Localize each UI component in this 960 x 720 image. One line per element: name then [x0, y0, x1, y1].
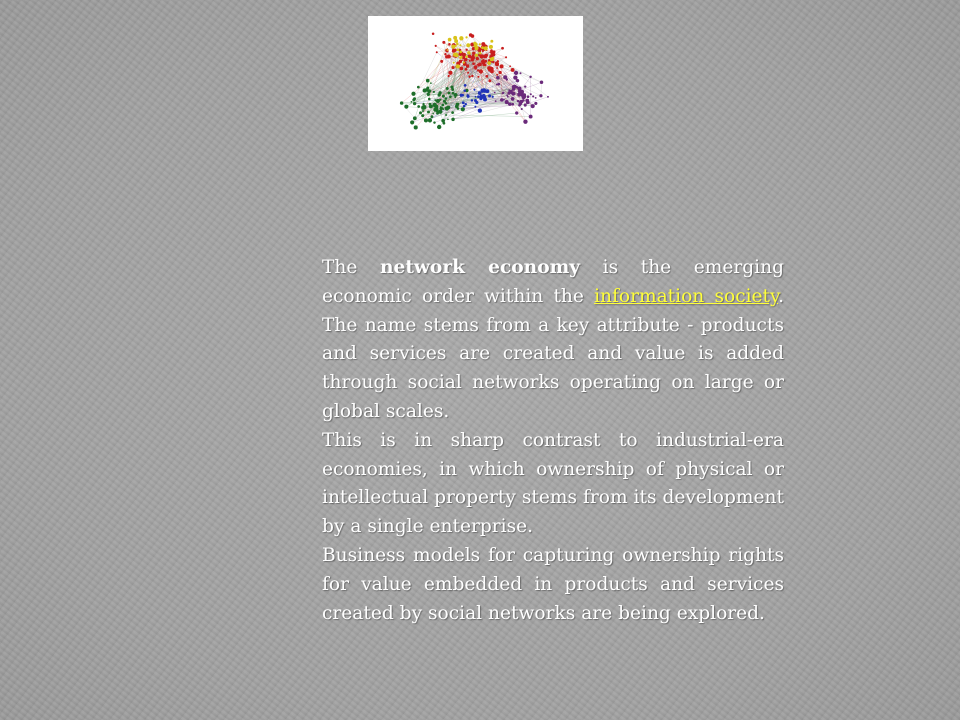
graph-node: [457, 48, 460, 51]
graph-node: [529, 115, 533, 119]
graph-node: [423, 89, 427, 93]
graph-node: [505, 100, 509, 104]
graph-node: [515, 111, 518, 114]
graph-node: [492, 96, 494, 98]
graph-node: [459, 67, 463, 71]
graph-node: [453, 53, 457, 57]
graph-node: [517, 92, 521, 96]
graph-node: [474, 99, 477, 102]
graph-node: [495, 100, 497, 102]
graph-node: [461, 107, 465, 111]
graph-node: [472, 62, 475, 65]
graph-node: [489, 45, 493, 49]
graph-node: [442, 95, 445, 98]
graph-node: [429, 103, 432, 106]
graph-node: [414, 125, 418, 129]
graph-node: [473, 89, 475, 91]
graph-node: [524, 85, 526, 87]
graph-node: [476, 57, 478, 59]
graph-node: [462, 101, 465, 104]
graph-node: [511, 68, 515, 72]
graph-node: [445, 114, 447, 116]
graph-node: [451, 45, 455, 49]
graph-node: [465, 36, 467, 38]
graph-node: [413, 102, 416, 105]
graph-node: [511, 97, 515, 101]
graph-node: [427, 110, 430, 113]
graph-node: [526, 100, 530, 104]
graph-node: [490, 40, 493, 43]
graph-node: [472, 55, 475, 58]
graph-node: [511, 103, 514, 106]
graph-node: [495, 62, 499, 66]
graph-node: [479, 52, 482, 55]
graph-node: [466, 43, 470, 47]
graph-node: [485, 89, 489, 93]
graph-node: [449, 95, 452, 98]
graph-node: [447, 118, 449, 120]
graph-node: [512, 87, 515, 90]
graph-node: [436, 51, 438, 53]
graph-node: [497, 83, 500, 86]
graph-node: [413, 116, 417, 120]
graph-node: [467, 72, 469, 74]
graph-node: [540, 81, 544, 85]
paragraph-industrial-contrast: [322, 427, 784, 542]
graph-node: [532, 95, 534, 97]
graph-edge: [541, 82, 542, 95]
graph-node: [463, 61, 465, 63]
graph-node: [535, 97, 537, 99]
information-society-link[interactable]: information society: [594, 285, 779, 307]
graph-node: [463, 105, 466, 108]
graph-node: [489, 67, 493, 71]
graph-node: [468, 54, 472, 58]
graph-node: [492, 57, 495, 60]
graph-node: [477, 64, 479, 66]
graph-node: [533, 105, 535, 107]
graph-node: [450, 86, 453, 89]
text-segment: . The name stems from a key attribute - products and services are created and value is added through social networks operating on large or global scales.: [322, 285, 784, 422]
graph-node: [426, 79, 430, 83]
graph-node: [454, 93, 458, 97]
graph-node: [478, 91, 482, 95]
graph-node: [529, 76, 531, 78]
graph-node: [519, 102, 523, 106]
graph-node: [419, 111, 422, 114]
graph-node: [530, 93, 532, 95]
graph-node: [451, 118, 454, 121]
graph-node: [410, 120, 414, 124]
graph-node: [411, 92, 415, 96]
graph-node: [459, 60, 463, 64]
graph-node: [432, 113, 434, 115]
graph-node: [496, 67, 498, 69]
graph-node: [517, 100, 519, 102]
graph-node: [446, 49, 448, 51]
graph-edge: [520, 77, 531, 91]
graph-node: [436, 99, 440, 103]
graph-node: [437, 125, 441, 129]
graph-node: [474, 106, 476, 108]
graph-node: [475, 96, 477, 98]
graph-node: [459, 44, 461, 46]
graph-node: [443, 100, 446, 103]
graph-node: [469, 60, 471, 62]
graph-node: [447, 91, 450, 94]
graph-edge: [446, 115, 531, 117]
graph-node: [522, 99, 525, 102]
graph-node: [433, 104, 436, 107]
graph-node: [453, 36, 457, 40]
graph-node: [413, 97, 416, 100]
graph-node: [445, 97, 448, 100]
graph-node: [501, 47, 504, 50]
graph-node: [442, 108, 444, 110]
graph-node: [464, 84, 467, 87]
graph-node: [501, 100, 503, 102]
graph-node: [492, 53, 495, 56]
graph-node: [539, 94, 542, 97]
graph-node: [481, 46, 484, 49]
graph-node: [484, 60, 487, 63]
graph-node: [448, 38, 452, 42]
graph-node: [478, 108, 482, 112]
graph-node: [499, 71, 502, 74]
graph-node: [467, 94, 469, 96]
graph-node: [426, 87, 429, 90]
graph-node: [445, 55, 448, 58]
graph-node: [432, 33, 435, 36]
body-text: [322, 254, 784, 628]
graph-node: [428, 118, 432, 122]
graph-node: [448, 75, 450, 77]
graph-node: [523, 119, 527, 123]
graph-node: [484, 56, 486, 58]
term-network-economy: network economy: [379, 257, 581, 278]
text-segment: is the emerging economic order within the: [322, 257, 785, 307]
graph-node: [448, 71, 452, 75]
graph-node: [482, 95, 486, 99]
graph-node: [465, 68, 468, 71]
graph-node: [427, 89, 431, 93]
graph-node: [459, 36, 463, 40]
graph-node: [514, 71, 518, 75]
graph-node: [547, 96, 549, 98]
graph-node: [506, 94, 508, 96]
graph-node: [494, 92, 496, 94]
graph-node: [505, 56, 507, 58]
graph-node: [422, 110, 424, 112]
graph-node: [511, 92, 514, 95]
graph-node: [466, 49, 468, 51]
network-graph-image: [368, 16, 583, 151]
graph-node: [474, 43, 478, 47]
graph-node: [451, 111, 454, 114]
graph-node: [502, 92, 504, 94]
graph-node: [435, 45, 437, 47]
graph-node: [474, 65, 478, 69]
graph-node: [490, 49, 493, 52]
graph-node: [475, 54, 478, 57]
graph-node: [440, 60, 443, 63]
graph-node: [456, 64, 460, 68]
graph-node: [448, 55, 450, 57]
graph-node: [446, 87, 449, 90]
graph-node: [453, 62, 455, 64]
graph-node: [427, 93, 430, 96]
graph-node: [421, 114, 424, 117]
graph-node: [477, 76, 479, 78]
graph-nodes: [400, 33, 549, 130]
graph-node: [472, 52, 475, 55]
graph-node: [469, 53, 471, 55]
graph-node: [465, 103, 467, 105]
graph-node: [424, 118, 428, 122]
graph-node: [442, 41, 445, 44]
graph-node: [509, 65, 511, 67]
graph-node: [417, 105, 420, 108]
graph-node: [433, 91, 435, 93]
graph-node: [451, 66, 454, 69]
graph-node: [479, 69, 483, 73]
graph-node: [482, 50, 484, 52]
graph-node: [433, 108, 437, 112]
graph-node: [468, 76, 470, 78]
graph-node: [484, 46, 488, 50]
graph-node: [411, 101, 413, 103]
graph-node: [464, 89, 467, 92]
graph-node: [456, 43, 459, 46]
graph-node: [428, 98, 431, 101]
graph-node: [469, 33, 473, 37]
graph-node: [488, 79, 491, 82]
graph-node: [454, 96, 456, 98]
paragraph-business-models: [322, 542, 784, 628]
graph-node: [471, 75, 473, 77]
graph-node: [462, 57, 465, 60]
graph-node: [496, 74, 498, 76]
graph-node: [465, 55, 468, 58]
graph-node: [459, 51, 462, 54]
graph-node: [503, 75, 507, 79]
graph-node: [417, 86, 420, 89]
graph-node: [461, 94, 464, 97]
graph-node: [478, 63, 482, 67]
graph-node: [524, 104, 527, 107]
graph-node: [482, 88, 486, 92]
graph-node: [460, 56, 462, 58]
graph-node: [516, 79, 519, 82]
graph-node: [500, 64, 504, 68]
graph-node: [445, 106, 449, 110]
graph-edge: [406, 107, 423, 108]
graph-node: [444, 53, 446, 55]
graph-node: [441, 104, 444, 107]
graph-node: [496, 76, 500, 80]
graph-node: [471, 99, 474, 102]
graph-node: [430, 82, 432, 84]
graph-node: [441, 119, 445, 123]
graph-node: [520, 72, 522, 74]
graph-node: [421, 106, 425, 110]
graph-node: [452, 92, 455, 95]
graph-node: [400, 101, 403, 104]
graph-node: [448, 43, 451, 46]
graph-node: [404, 105, 408, 109]
graph-node: [534, 102, 537, 105]
graph-node: [485, 75, 488, 78]
graph-node: [430, 115, 433, 118]
graph-node: [488, 94, 491, 97]
text-segment: The: [322, 257, 380, 278]
paragraph-network-economy: [322, 254, 784, 427]
graph-node: [521, 108, 523, 110]
graph-node: [487, 61, 491, 65]
graph-node: [477, 95, 480, 98]
text-segment: This is in sharp contrast to industrial-era economies, in which ownership of physical or intellectual property stems from its development by a single enterprise.: [322, 429, 784, 538]
text-segment: Business models for capturing ownership rights for value embedded in products and services created by social networks are being explored.: [322, 544, 784, 624]
graph-node: [455, 105, 459, 109]
network-graph-illustration: [368, 16, 583, 151]
graph-node: [527, 95, 530, 98]
graph-node: [482, 63, 484, 65]
graph-node: [479, 43, 481, 45]
graph-node: [438, 110, 442, 114]
graph-node: [503, 99, 505, 101]
graph-node: [438, 93, 441, 96]
graph-node: [433, 121, 435, 123]
graph-node: [522, 95, 526, 99]
